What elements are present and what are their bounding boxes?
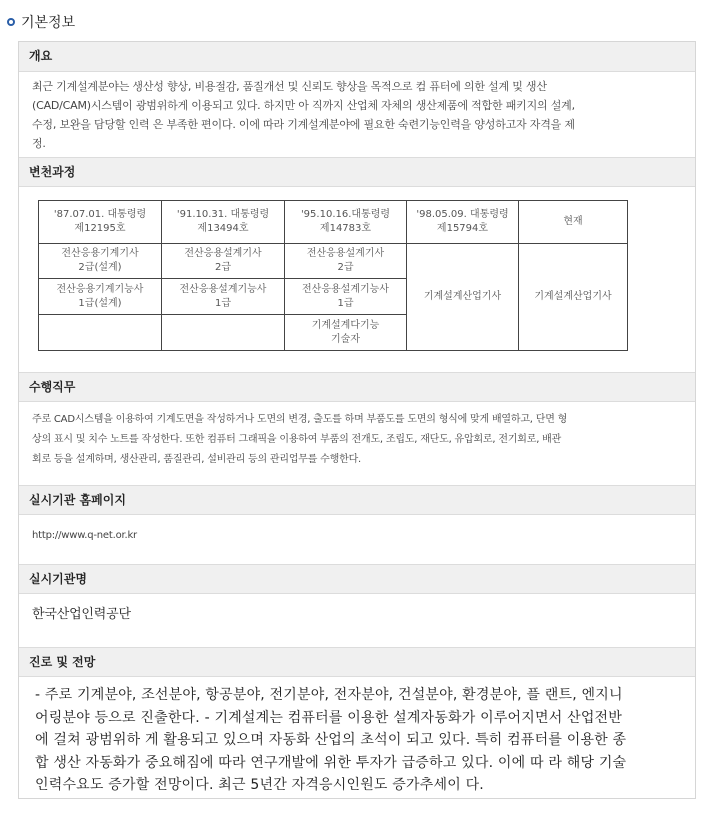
table-cell: 현재 bbox=[519, 201, 628, 244]
table-cell: '98.05.09. 대통령령 제15794호 bbox=[407, 201, 519, 244]
table-row bbox=[39, 201, 628, 244]
table-cell bbox=[162, 315, 285, 351]
table-cell: 전산응용설계기사 2급 bbox=[162, 244, 285, 279]
outlook-heading: 진로 및 전망 bbox=[19, 647, 695, 677]
homepage-heading: 실시기관 홈페이지 bbox=[19, 485, 695, 515]
history-heading: 변천과정 bbox=[19, 157, 695, 187]
homepage-body bbox=[19, 526, 695, 546]
bullet-icon bbox=[7, 18, 15, 26]
table-cell: 전산응용기계기능사 1급(설계) bbox=[39, 279, 162, 315]
table-cell: 전산응용기계기사 2급(설계) bbox=[39, 244, 162, 279]
history-table bbox=[38, 200, 628, 351]
outlook-line: 에 걸쳐 광범위하 게 활용되고 있으며 자동화 산업의 초석이 되고 있다. 특히 컴퓨터를 이용한 종 bbox=[35, 732, 627, 748]
outlook-body bbox=[19, 684, 695, 797]
duties-line: 주로 CAD시스템을 이용하여 기계도면을 작성하거나 도면의 변경, 출도를 하며 부품도를 도면의 형식에 맞게 배열하고, 단면 형 bbox=[32, 414, 568, 425]
outlook-line: 인력수요도 증가할 전망이다. 최근 5년간 자격응시인원도 증가추세이 다. bbox=[35, 777, 484, 793]
table-cell: '95.10.16.대통령령 제14783호 bbox=[285, 201, 407, 244]
outlook-line: 합 생산 자동화가 중요해짐에 따라 연구개발에 위한 투자가 급증하고 있다. 이에 따 라 해당 기술 bbox=[35, 754, 627, 771]
table-cell bbox=[39, 315, 162, 351]
org-heading: 실시기관명 bbox=[19, 564, 695, 594]
overview-line: 정. bbox=[32, 137, 46, 150]
org-name: 한국산업인력공단 bbox=[32, 607, 131, 622]
outlook-line: - 주로 기계분야, 조선분야, 항공분야, 전기분야, 전자분야, 건설분야, 환경분야, 플 랜트, 엔지니 bbox=[35, 687, 623, 703]
org-body bbox=[19, 605, 695, 625]
info-panel bbox=[18, 41, 696, 799]
table-cell: '87.07.01. 대통령령 제12195호 bbox=[39, 201, 162, 244]
table-cell: 전산응용설계기능사 1급 bbox=[162, 279, 285, 315]
duties-line: 회로 등을 설계하며, 생산관리, 품질관리, 설비관리 등의 관리업무를 수행한다. bbox=[32, 454, 362, 465]
page-title bbox=[6, 11, 75, 33]
table-cell: 전산응용설계기능사 1급 bbox=[285, 279, 407, 315]
overview-line: 수정, 보완을 담당할 인력 은 부족한 편이다. 이에 따라 기계설계분야에 필요한 숙련기능인력을 양성하고자 자격을 제 bbox=[32, 118, 575, 131]
table-cell-merged: 기계설계산업기사 bbox=[407, 244, 519, 351]
table-cell-merged: 기계설계산업기사 bbox=[519, 244, 628, 351]
duties-line: 상의 표시 및 치수 노트를 작성한다. 또한 컴퓨터 그래픽을 이용하여 부품의 전개도, 조립도, 재단도, 유압회로, 전기회로, 배관 bbox=[32, 434, 562, 445]
table-cell: 전산응용설계기사 2급 bbox=[285, 244, 407, 279]
overview-heading: 개요 bbox=[19, 42, 695, 72]
overview-line: (CAD/CAM)시스템이 광범위하게 이용되고 있다. 하지만 아 직까지 산업체 자체의 생산제품에 적합한 패키지의 설계, bbox=[32, 99, 575, 112]
overview-line: 최근 기계설계분야는 생산성 향상, 비용절감, 품질개선 및 신뢰도 향상을 목적으로 컴 퓨터에 의한 설계 및 생산 bbox=[32, 80, 547, 93]
page-title-text: 기본정보 bbox=[21, 15, 76, 31]
table-cell: 기계설계다기능 기술자 bbox=[285, 315, 407, 351]
table-cell: '91.10.31. 대통령령 제13494호 bbox=[162, 201, 285, 244]
homepage-link[interactable]: http://www.q-net.or.kr bbox=[32, 530, 137, 541]
table-row bbox=[39, 244, 628, 279]
duties-body bbox=[19, 410, 695, 470]
duties-heading: 수행직무 bbox=[19, 372, 695, 402]
outlook-line: 어링분야 등으로 진출한다. - 기계설계는 컴퓨터를 이용한 설계자동화가 이루어지면서 산업전반 bbox=[35, 709, 622, 726]
overview-body bbox=[19, 77, 695, 153]
